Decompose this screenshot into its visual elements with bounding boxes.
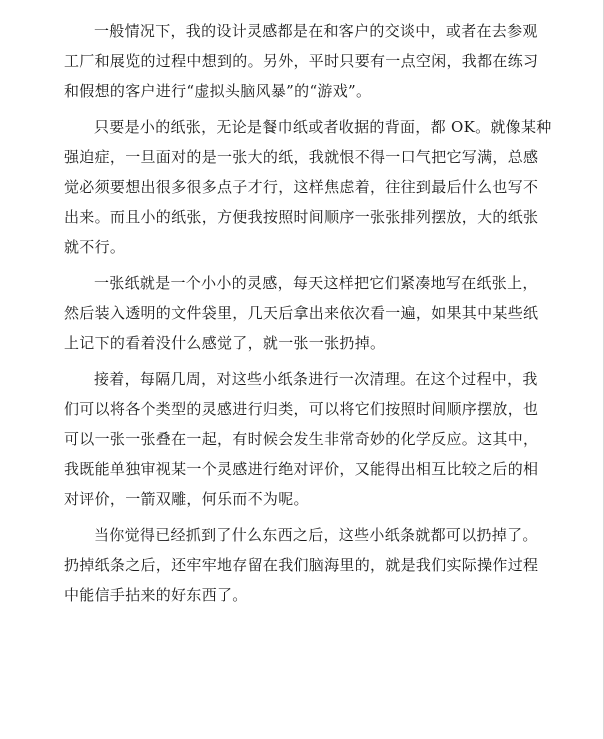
paragraph-2 [64, 112, 564, 262]
text-line: 一般情况下，我的设计灵感都是在和客户的交谈中，或者在去参观 [94, 22, 538, 40]
text-line: 然后装入透明的文件袋里，几天后拿出来依次看一遍，如果其中某些纸 [64, 304, 539, 322]
paragraph-4 [64, 364, 564, 514]
text-line: 上记下的看着没什么感觉了，就一张一张扔掉。 [64, 334, 386, 352]
text-line: 一张纸就是一个小小的灵感，每天这样把它们紧凑地写在纸张上， [94, 274, 538, 292]
text-line: 对评价，一箭双雕，何乐而不为呢。 [64, 490, 309, 508]
paragraph-1 [64, 16, 564, 106]
text-line: 强迫症，一旦面对的是一张大的纸，我就恨不得一口气把它写满，总感 [64, 148, 539, 166]
text-line: 们可以将各个类型的灵感进行归类，可以将它们按照时间顺序摆放，也 [64, 400, 539, 418]
text-line: 扔掉纸条之后，还牢牢地存留在我们脑海里的，就是我们实际操作过程 [64, 556, 539, 574]
text-line: 当你觉得已经抓到了什么东西之后，这些小纸条就都可以扔掉了。 [94, 526, 538, 544]
text-line: 觉必须要想出很多很多点子才行，这样焦虑着，往往到最后什么也写不 [64, 178, 539, 196]
text-line: 可以一张一张叠在一起，有时候会发生非常奇妙的化学反应。这其中， [64, 430, 539, 448]
text-line: 接着，每隔几周，对这些小纸条进行一次清理。在这个过程中，我 [94, 370, 538, 388]
paragraph-5 [64, 520, 564, 610]
text-line: 中能信手拈来的好东西了。 [64, 586, 248, 604]
text-line: 就不行。 [64, 238, 126, 256]
text-line: 只要是小的纸张，无论是餐巾纸或者收据的背面，都 OK。就像某种 [94, 118, 552, 136]
paragraph-3 [64, 268, 564, 358]
text-line: 工厂和展览的过程中想到的。另外，平时只要有一点空闲，我都在练习 [64, 52, 539, 70]
text-line: 我既能单独审视某一个灵感进行绝对评价，又能得出相互比较之后的相 [64, 460, 539, 478]
text-line: 出来。而且小的纸张，方便我按照时间顺序一张张排列摆放，大的纸张 [64, 208, 539, 226]
text-line: 和假想的客户进行“虚拟头脑风暴”的“游戏”。 [64, 82, 372, 100]
